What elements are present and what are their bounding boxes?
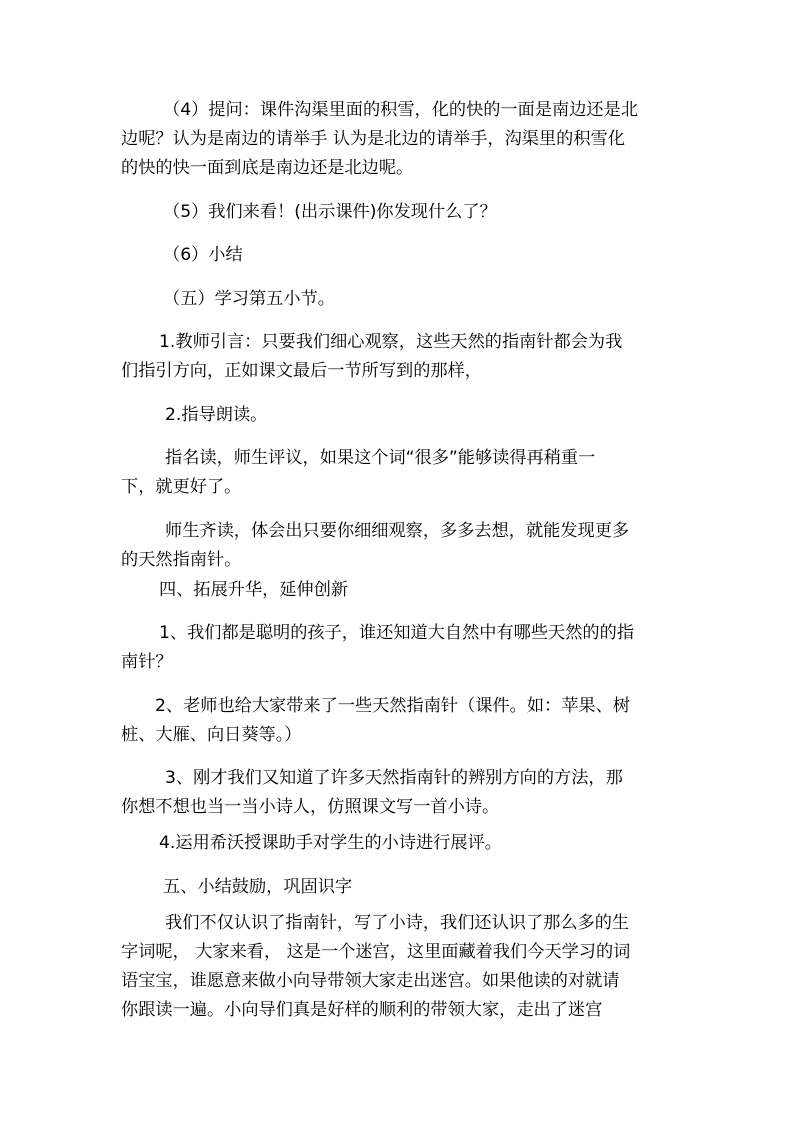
text-line: 的快的快一面到底是南边还是北边呢。 [121, 158, 414, 178]
text-line: 2、老师也给大家带来了一些天然指南针（课件。如：苹果、树 [155, 696, 631, 716]
text-line: 南针？ [121, 652, 173, 672]
text-line: 字词呢， 大家来看， 这是一个迷宫，这里面藏着我们今天学习的词 [121, 942, 631, 962]
text-line: （五）学习第五小节。 [163, 289, 335, 309]
text-line: 语宝宝，谁愿意来做小向导带领大家走出迷宫。如果他读的对就请 [121, 971, 620, 991]
text-line: 五、小结鼓励，巩固识字 [163, 877, 353, 897]
text-line: 3、刚才我们又知道了许多天然指南针的辨别方向的方法，那 [165, 768, 623, 788]
text-line: 你想不想也当一当小诗人，仿照课文写一首小诗。 [121, 797, 500, 817]
text-line: 1、我们都是聪明的孩子，谁还知道大自然中有哪些天然的的指 [159, 623, 635, 643]
text-line: 师生齐读，体会出只要你细细观察，多多去想，就能发现更多 [165, 521, 630, 541]
text-line: 2.指导朗读。 [165, 405, 268, 425]
text-line: 4.运用希沃授课助手对学生的小诗进行展评。 [159, 833, 502, 853]
text-line: 桩、大雁、向日葵等。） [121, 725, 302, 745]
text-line: 的天然指南针。 [121, 550, 242, 570]
text-line: （6）小结 [163, 245, 243, 265]
text-line: （4）提问：课件沟渠里面的积雪，化的快的一面是南边还是北 [163, 100, 639, 120]
text-line: （5）我们来看！(出示课件)你发现什么了？ [163, 202, 497, 222]
text-line: 1.教师引言：只要我们细心观察，这些天然的指南针都会为我 [159, 332, 623, 352]
text-line: 我们不仅认识了指南针，写了小诗，我们还认识了那么多的生 [165, 913, 630, 933]
text-line: 边呢？认为是南边的请举手 认为是北边的请举手，沟渠里的积雪化 [121, 129, 625, 149]
text-line: 们指引方向，正如课文最后一节所写到的那样， [121, 361, 482, 381]
text-line: 你跟读一遍。小向导们真是好样的顺利的带领大家，走出了迷宫 [121, 1000, 603, 1020]
text-line: 四、拓展升华，延伸创新 [159, 580, 349, 600]
text-line: 指名读，师生评议，如果这个词“很多”能够读得再稍重一 [165, 448, 596, 468]
text-line: 下，就更好了。 [121, 477, 242, 497]
